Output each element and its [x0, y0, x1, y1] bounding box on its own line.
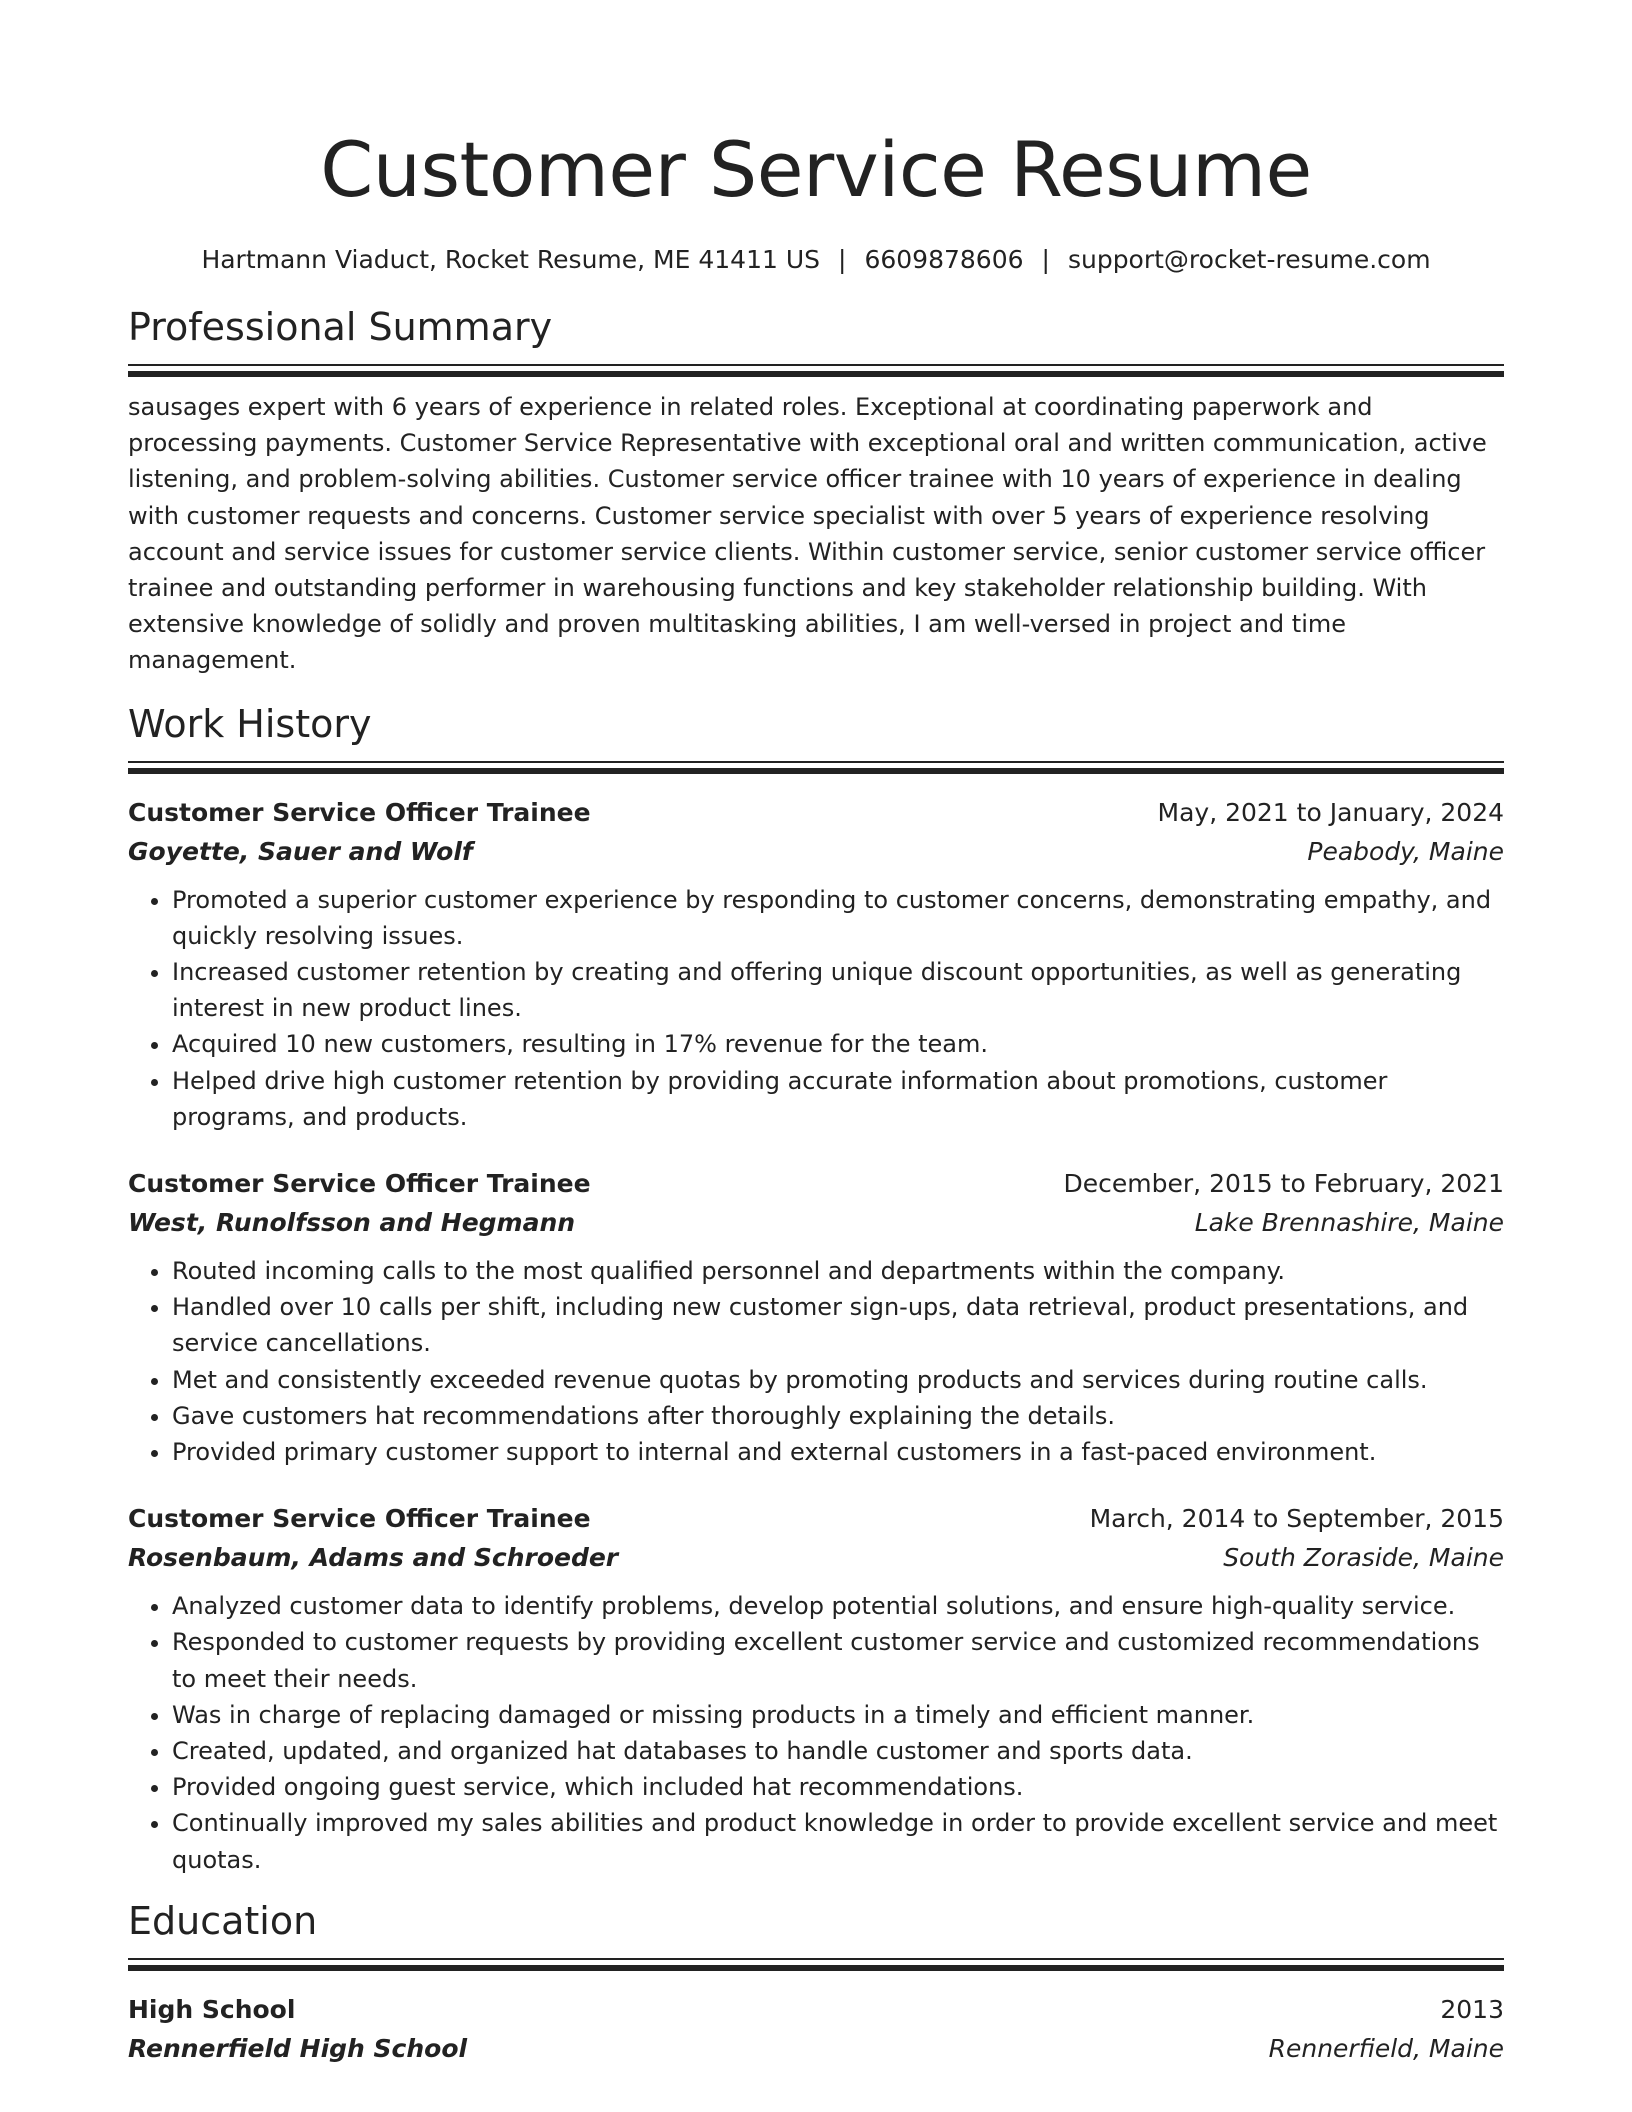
job-dates: May, 2021 to January, 2024: [1157, 797, 1504, 827]
job-location: Peabody, Maine: [1307, 836, 1504, 866]
job-header: [128, 1165, 1504, 1203]
education-location: Rennerfield, Maine: [1268, 2033, 1504, 2063]
job-company: Rosenbaum, Adams and Schroeder: [128, 1543, 619, 1573]
job-entry: [128, 1165, 1504, 1470]
job-header: [128, 794, 1504, 832]
job-subheader: [128, 832, 1504, 872]
work-history-heading: Work History: [128, 701, 372, 746]
summary-text: sausages expert with 6 years of experience in related roles. Exceptional at coordinating paperwork and processing payments. Customer Service Representative with exceptional oral and written communication, active listening, and problem-solving abilities. Customer service officer trainee with 10 years of experience in dealing with customer requests and concerns. Customer service specialist with over 5 years of experience resolving account and service issues for customer service clients. Within customer service, senior customer service officer trainee and outstanding performer in warehousing functions and key stakeholder relationship building. With extensive knowledge of solidly and proven multitasking abilities, I am well-versed in project and time management.: [128, 393, 1487, 675]
job-title: Customer Service Officer Trainee: [128, 1504, 591, 1534]
list-item: • Was in charge of replacing damaged or missing products in a timely and efficient manner.: [172, 1697, 1504, 1733]
list-item: • Analyzed customer data to identify problems, develop potential solutions, and ensure high-quality service.: [172, 1588, 1504, 1624]
job-location: Lake Brennashire, Maine: [1194, 1208, 1504, 1238]
summary-heading: Professional Summary: [128, 305, 553, 349]
education-subheader: [128, 2029, 1504, 2069]
summary-section: [128, 302, 1504, 679]
contact-phone: 6609878606: [864, 245, 1024, 274]
list-item: • Created, updated, and organized hat databases to handle customer and sports data.: [172, 1733, 1504, 1769]
contact-separator: |: [838, 245, 847, 274]
list-item: • Provided ongoing guest service, which included hat recommendations.: [172, 1769, 1504, 1805]
contact-line: [128, 242, 1504, 278]
contact-address: Hartmann Viaduct, Rocket Resume, ME 41411 US: [201, 245, 821, 274]
education-school: Rennerfield High School: [128, 2033, 468, 2063]
list-item: • Handled over 10 calls per shift, including new customer sign-ups, data retrieval, product presentations, and service cancellations.: [172, 1289, 1504, 1361]
list-item: • Helped drive high customer retention by providing accurate information about promotions, customer programs, and products.: [172, 1063, 1504, 1135]
job-entry: [128, 1500, 1504, 1878]
job-title: Customer Service Officer Trainee: [128, 797, 591, 827]
list-item: • Responded to customer requests by providing excellent customer service and customized recommendations to meet their needs.: [172, 1624, 1504, 1696]
list-item: • Gave customers hat recommendations after thoroughly explaining the details.: [172, 1398, 1504, 1434]
education-degree: High School: [128, 1994, 296, 2024]
section-divider: [128, 364, 1504, 377]
list-item: • Acquired 10 new customers, resulting in 17% revenue for the team.: [172, 1026, 1504, 1062]
job-bullets: [128, 1253, 1504, 1470]
job-entry: [128, 794, 1504, 1135]
contact-email: support@rocket-resume.com: [1067, 245, 1431, 274]
job-subheader: [128, 1203, 1504, 1243]
list-item: • Promoted a superior customer experience by responding to customer concerns, demonstrating empathy, and quickly resolving issues.: [172, 882, 1504, 954]
work-history-section: [128, 699, 1504, 1878]
education-year: 2013: [1440, 1994, 1504, 2024]
job-dates: December, 2015 to February, 2021: [1063, 1169, 1504, 1199]
education-entry: [128, 1991, 1504, 2069]
list-item: • Met and consistently exceeded revenue quotas by promoting products and services during routine calls.: [172, 1362, 1504, 1398]
job-location: South Zoraside, Maine: [1223, 1543, 1504, 1573]
job-bullets: [128, 882, 1504, 1135]
education-section: [128, 1896, 1504, 2069]
contact-separator: |: [1041, 245, 1050, 274]
list-item: • Routed incoming calls to the most qualified personnel and departments within the company.: [172, 1253, 1504, 1289]
section-divider: [128, 761, 1504, 774]
list-item: • Provided primary customer support to internal and external customers in a fast-paced environment.: [172, 1434, 1504, 1470]
education-header: [128, 1991, 1504, 2029]
job-bullets: [128, 1588, 1504, 1878]
list-item: • Continually improved my sales abilities and product knowledge in order to provide excellent service and meet quotas.: [172, 1805, 1504, 1877]
list-item: • Increased customer retention by creating and offering unique discount opportunities, as well as generating interest in new product lines.: [172, 954, 1504, 1026]
job-company: Goyette, Sauer and Wolf: [128, 836, 473, 866]
section-divider: [128, 1958, 1504, 1971]
job-title: Customer Service Officer Trainee: [128, 1169, 591, 1199]
education-heading: Education: [128, 1898, 318, 1943]
job-header: [128, 1500, 1504, 1538]
job-subheader: [128, 1538, 1504, 1578]
resume-title: Customer Service Resume: [320, 125, 1312, 214]
job-company: West, Runolfsson and Hegmann: [128, 1208, 576, 1238]
job-dates: March, 2014 to September, 2015: [1089, 1504, 1504, 1534]
